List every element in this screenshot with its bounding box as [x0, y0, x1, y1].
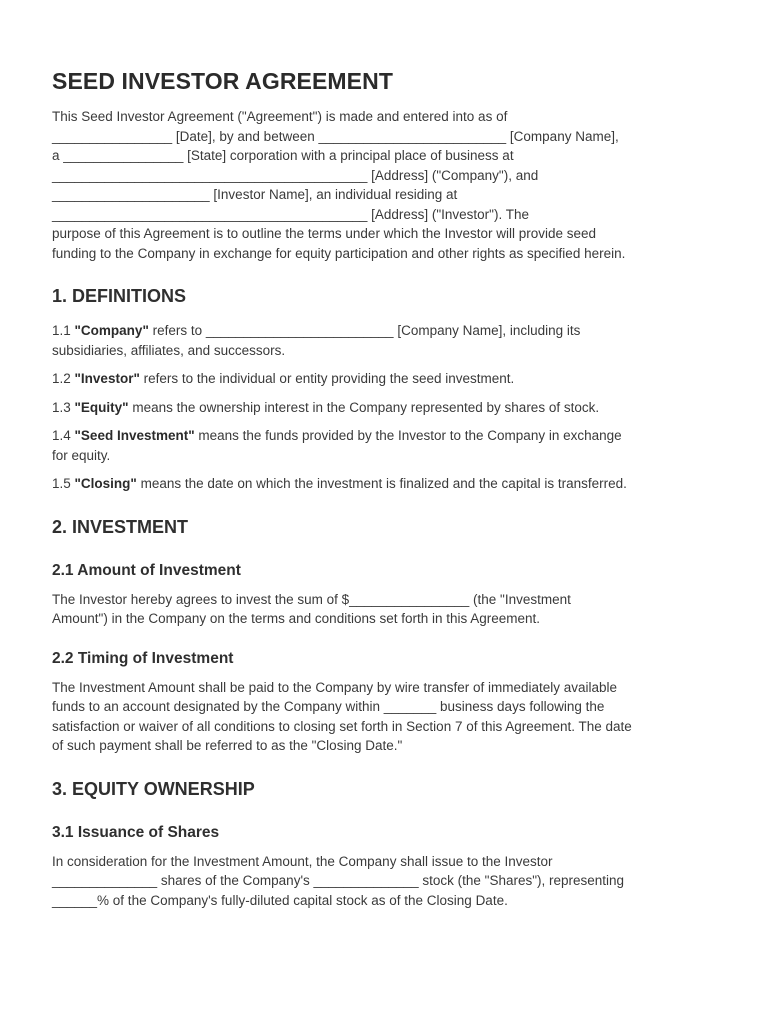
text-line: purpose of this Agreement is to outline the terms under which the Investor will provide seed [52, 226, 597, 241]
subsection-heading-timing: 2.2 Timing of Investment [52, 649, 234, 667]
definition-number: 1.1 [52, 323, 75, 338]
document-title: SEED INVESTOR AGREEMENT [52, 68, 393, 94]
definition-text: refers to _________________________ [Company Name], including its [148, 323, 581, 338]
text-line: satisfaction or waiver of all conditions to closing set forth in Section 7 of this Agreement. The date [52, 718, 632, 734]
definition-text: means the funds provided by the Investor to the Company in exchange [194, 428, 622, 443]
definition-text: means the date on which the investment is finalized and the capital is transferred. [136, 476, 627, 491]
text-line: a ________________ [State] corporation with a principal place of business at [52, 148, 514, 163]
intro-paragraph [52, 107, 722, 263]
definition-number: 1.2 [52, 371, 75, 386]
definition-number: 1.5 [52, 476, 75, 491]
document-page [52, 68, 722, 910]
section-heading-equity-ownership: 3. EQUITY OWNERSHIP [52, 778, 255, 799]
definition-item [52, 474, 722, 494]
definition-text: means the ownership interest in the Company represented by shares of stock. [128, 399, 600, 415]
text-line: The Investment Amount shall be paid to the Company by wire transfer of immediately available [52, 679, 618, 695]
text-line: _____________________ [Investor Name], an individual residing at [52, 187, 458, 202]
text-line [52, 369, 722, 389]
text-line [52, 321, 722, 341]
text-line [52, 426, 722, 446]
definition-term: "Equity" [74, 399, 129, 415]
text-line: ________________ [Date], by and between _________________________ [Company Name], [52, 128, 619, 144]
definition-item [52, 369, 722, 389]
text-line: for equity. [52, 447, 111, 463]
subsection-heading-issuance: 3.1 Issuance of Shares [52, 823, 220, 841]
text-line: The Investor hereby agrees to invest the sum of $________________ (the "Investment [52, 591, 571, 607]
section-heading-definitions: 1. DEFINITIONS [52, 286, 187, 306]
text-line: This Seed Investor Agreement ("Agreement") is made and entered into as of [52, 109, 508, 124]
definition-item [52, 398, 722, 418]
text-line: funding to the Company in exchange for equity participation and other rights as specified herein. [52, 245, 626, 261]
text-line: ______________ shares of the Company's ______________ stock (the "Shares"), representing [52, 873, 625, 888]
definition-number: 1.3 [52, 399, 75, 415]
amount-paragraph [52, 590, 722, 629]
definition-term: "Investor" [74, 371, 140, 386]
subsection-heading-amount: 2.1 Amount of Investment [52, 561, 241, 579]
definition-item [52, 426, 722, 465]
definition-term: "Closing" [74, 476, 137, 491]
text-line: __________________________________________ [Address] ("Company"), and [52, 167, 539, 183]
text-line: Amount") in the Company on the terms and conditions set forth in this Agreement. [52, 611, 541, 626]
text-line: In consideration for the Investment Amount, the Company shall issue to the Investor [52, 853, 553, 869]
text-line: ______% of the Company's fully-diluted capital stock as of the Closing Date. [52, 892, 508, 908]
text-line [52, 474, 722, 494]
text-line: funds to an account designated by the Company within _______ business days following the [52, 699, 605, 714]
definition-term: "Seed Investment" [74, 428, 195, 443]
text-line: subsidiaries, affiliates, and successors. [52, 342, 286, 358]
section-heading-investment: 2. INVESTMENT [52, 516, 189, 537]
timing-paragraph [52, 678, 722, 756]
definition-item [52, 321, 722, 360]
text-line [52, 398, 722, 418]
definition-number: 1.4 [52, 428, 75, 443]
text-line: of such payment shall be referred to as the "Closing Date." [52, 738, 403, 753]
definition-term: "Company" [74, 323, 149, 338]
definition-text: refers to the individual or entity providing the seed investment. [139, 371, 515, 386]
issuance-paragraph [52, 852, 722, 911]
text-line: __________________________________________ [Address] ("Investor"). The [52, 206, 529, 222]
